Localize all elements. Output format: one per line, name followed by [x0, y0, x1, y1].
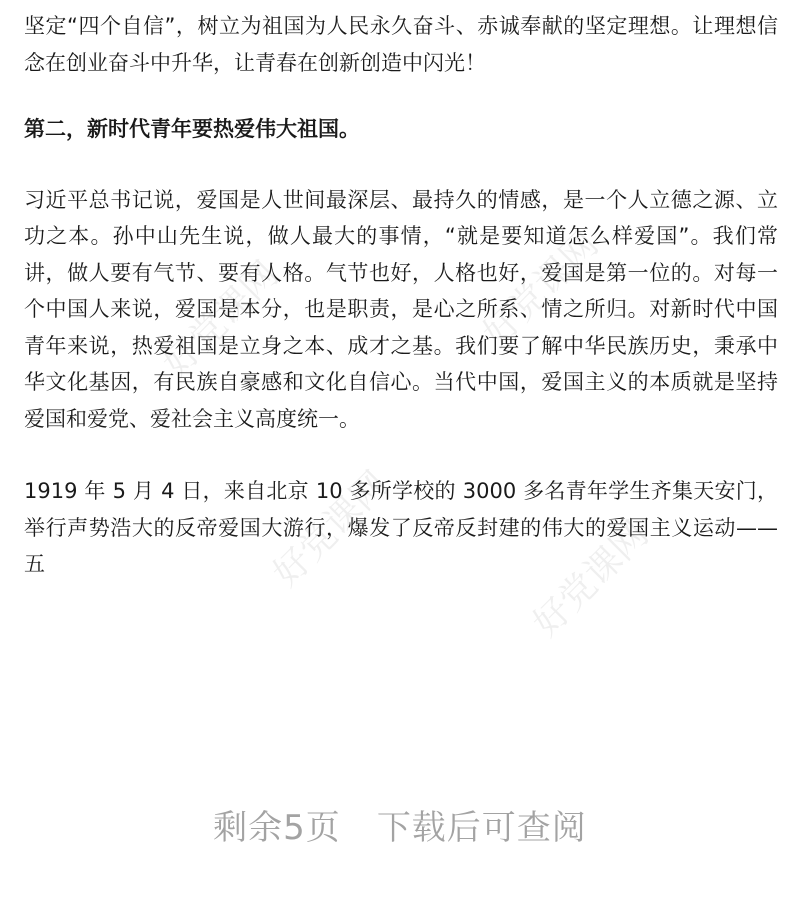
remaining-pages-label: 剩余5页	[213, 808, 341, 848]
paragraph-spacer	[24, 81, 778, 111]
watermark: 好党课网	[525, 513, 657, 645]
watermark: 好党课网	[265, 463, 397, 595]
download-prompt-link[interactable]	[0, 800, 800, 849]
paragraph: 1919 年 5 月 4 日，来自北京 10 多所学校的 3000 多名青年学生齐集天安门，举行声势浩大的反帝爱国大游行，爆发了反帝反封建的伟大的爱国主义运动——五	[24, 479, 778, 576]
watermark: 好党课网	[475, 223, 607, 355]
paragraph: 坚定“四个自信”，树立为祖国为人民永久奋斗、赤诚奉献的坚定理想。让理想信念在创业奋斗中升华，让青春在创新创造中闪光！	[24, 14, 778, 75]
paragraph-spacer	[24, 148, 778, 182]
paragraph: 习近平总书记说，爱国是人世间最深层、最持久的情感，是一个人立德之源、立功之本。孙中山先生说，做人最大的事情，“就是要知道怎么样爱国”。我们常讲，做人要有气节、要有人格。气节也好，人格也好，爱国是第一位的。对每一个中国人来说，爱国是本分，也是职责，是心之所系、情之所归。对新时代中国青年来说，热爱祖国是立身之本、成才之基。我们要了解中华民族历史，秉承中华文化基因，有民族自豪感和文化自信心。当代中国，爱国主义的本质就是坚持爱国和爱党、爱社会主义高度统一。	[24, 187, 778, 431]
paragraph-spacer	[24, 437, 778, 473]
document-body	[24, 8, 778, 583]
download-to-view-label: 下载后可查阅	[376, 808, 587, 848]
watermark: 好党课网	[155, 253, 287, 385]
section-heading: 第二，新时代青年要热爱伟大祖国。	[24, 117, 360, 141]
